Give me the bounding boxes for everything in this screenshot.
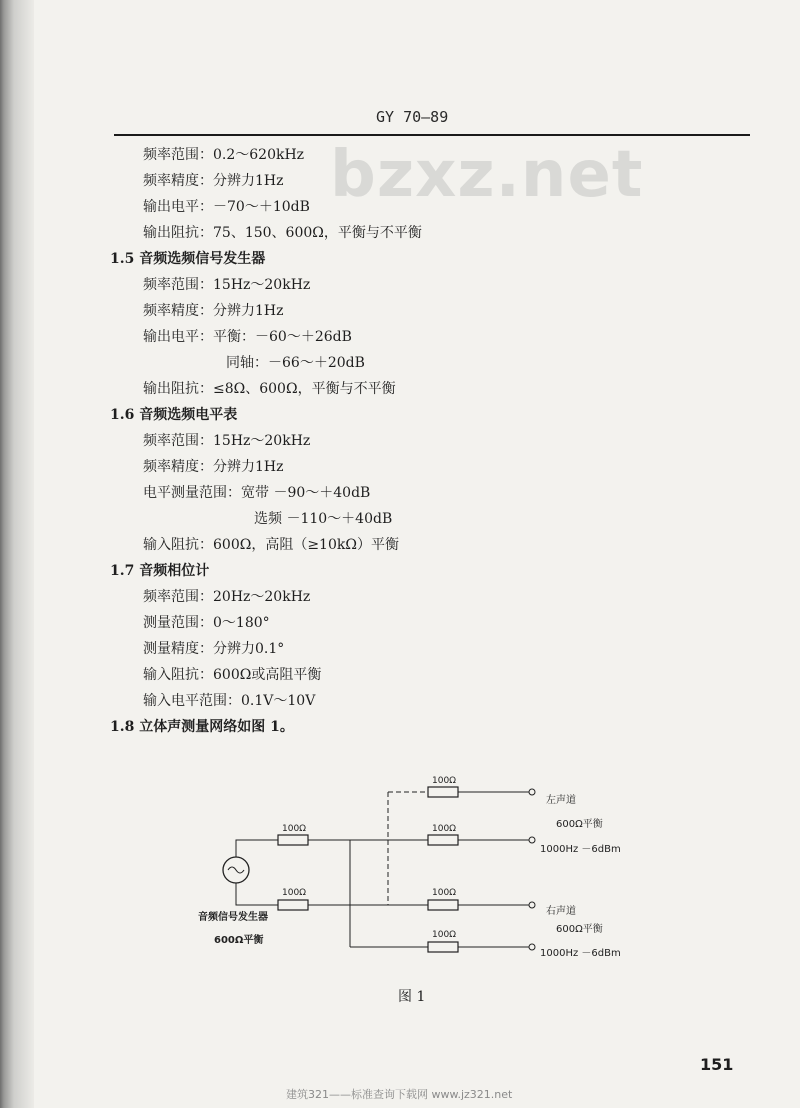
- generator-label: 音频信号发生器: [198, 912, 268, 923]
- text-line: 输出阻抗：75、150、600Ω，平衡与不平衡: [143, 225, 422, 241]
- text-line: 频率范围：0.2～620kHz: [143, 147, 305, 163]
- right-impedance-label: 600Ω平衡: [556, 924, 603, 935]
- text-line: 输入阻抗：600Ω，高阻（≥10kΩ）平衡: [143, 537, 399, 553]
- left-terminal-b: [529, 837, 535, 843]
- text-line: 电平测量范围：宽带 －90～＋40dB: [143, 485, 371, 501]
- left-channel-label: 左声道: [546, 795, 576, 806]
- resistor-left-2: [428, 835, 458, 845]
- text-line: 频率精度：分辨力1Hz: [143, 303, 284, 319]
- stereo-network-diagram: [0, 760, 800, 980]
- standard-code: GY 70—89: [376, 108, 449, 126]
- header-rule: [114, 134, 750, 136]
- text-line: 测量精度：分辨力0.1°: [143, 641, 285, 657]
- text-line: 输入电平范围：0.1V～10V: [143, 693, 316, 709]
- text-line: 选频 －110～＋40dB: [254, 511, 393, 527]
- resistor-left-1: [428, 787, 458, 797]
- text-line: 输出阻抗：≤8Ω、600Ω，平衡与不平衡: [143, 381, 396, 397]
- section-heading: 1.6 音频选频电平表: [110, 407, 238, 423]
- text-line: 频率范围：15Hz～20kHz: [143, 277, 311, 293]
- resistor-bottom-input: [278, 900, 308, 910]
- resistor-label: 100Ω: [282, 888, 307, 898]
- resistor-label: 100Ω: [432, 888, 457, 898]
- generator-impedance-label: 600Ω平衡: [214, 935, 264, 946]
- right-channel-label: 右声道: [546, 906, 576, 917]
- watermark: bzxz.net: [330, 138, 644, 212]
- resistor-label: 100Ω: [432, 824, 457, 834]
- resistor-top-input: [278, 835, 308, 845]
- resistor-label: 100Ω: [432, 930, 457, 940]
- left-impedance-label: 600Ω平衡: [556, 819, 603, 830]
- section-heading: 1.5 音频选频信号发生器: [110, 251, 266, 267]
- text-line: 输出电平：平衡：－60～＋26dB: [143, 329, 352, 345]
- right-terminal-a: [529, 902, 535, 908]
- resistor-right-2: [428, 942, 458, 952]
- figure-caption: 图 1: [398, 989, 426, 1005]
- text-line: 测量范围：0～180°: [143, 615, 270, 631]
- text-line: 输入阻抗：600Ω或高阻平衡: [143, 667, 322, 683]
- text-line: 频率精度：分辨力1Hz: [143, 459, 284, 475]
- text-line: 同轴：－66～＋20dB: [226, 355, 365, 371]
- page-number: 151: [700, 1055, 734, 1074]
- section-heading: 1.8 立体声测量网络如图 1。: [110, 719, 294, 735]
- text-line: 频率范围：20Hz～20kHz: [143, 589, 311, 605]
- left-terminal-a: [529, 789, 535, 795]
- footer-watermark: 建筑321——标准查询下载网 www.jz321.net: [286, 1088, 513, 1101]
- resistor-label: 100Ω: [282, 824, 307, 834]
- sine-wave-icon: [228, 867, 244, 873]
- resistor-label: 100Ω: [432, 776, 457, 786]
- right-level-label: 1000Hz －6dBm: [540, 948, 621, 959]
- right-terminal-b: [529, 944, 535, 950]
- text-line: 频率精度：分辨力1Hz: [143, 173, 284, 189]
- left-level-label: 1000Hz －6dBm: [540, 844, 621, 855]
- section-heading: 1.7 音频相位计: [110, 563, 210, 579]
- resistor-right-1: [428, 900, 458, 910]
- text-line: 输出电平：－70～＋10dB: [143, 199, 310, 215]
- text-line: 频率范围：15Hz～20kHz: [143, 433, 311, 449]
